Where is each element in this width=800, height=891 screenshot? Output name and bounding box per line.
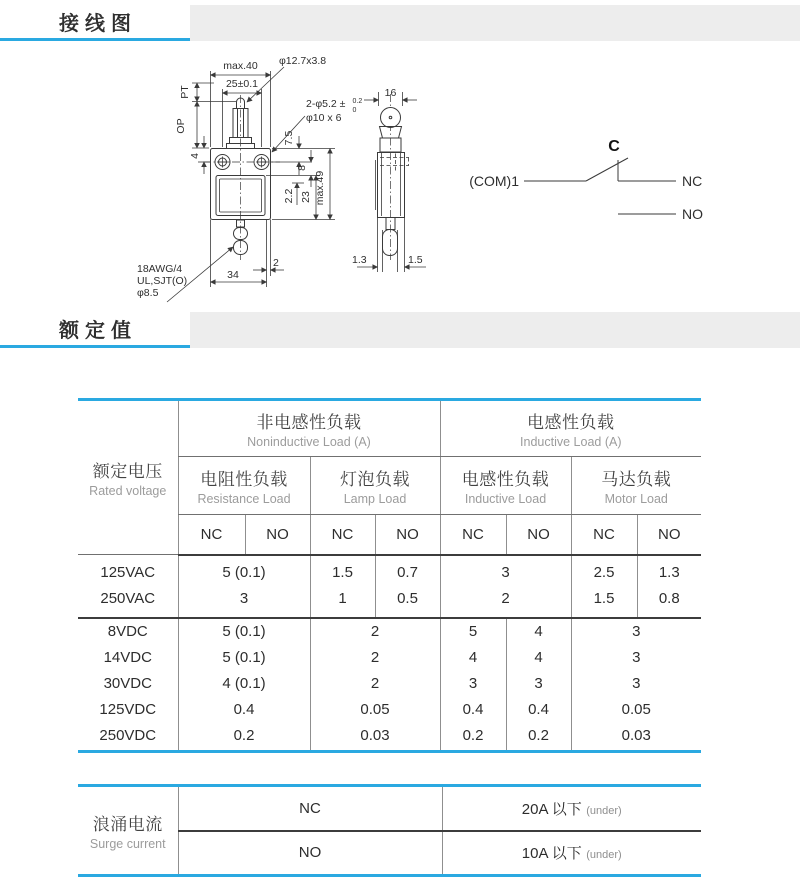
- lamp-en: Lamp Load: [343, 492, 407, 506]
- rating-value: 5 (0.1): [222, 564, 266, 581]
- dim-34: 34: [227, 269, 239, 281]
- surge-no-label: NO: [178, 831, 442, 876]
- resistance-load-header: [178, 457, 310, 515]
- ratings-table: [78, 398, 701, 753]
- dim-25: 25±0.1: [225, 78, 259, 90]
- rating-value: 5: [468, 623, 478, 641]
- rating-value: 3: [468, 675, 478, 693]
- rating-value: 3: [534, 675, 543, 693]
- rating-value: 5 (0.1): [222, 623, 266, 641]
- dim-8: 8: [296, 165, 308, 171]
- voltage-label: 14VDC: [103, 649, 152, 667]
- dim-75: 7.5: [283, 130, 295, 146]
- dim-dia127: φ12.7x3.8: [279, 55, 327, 67]
- motor-load-header: [571, 457, 701, 515]
- front-view: [137, 55, 362, 302]
- vac-motor-no-values: [637, 555, 701, 618]
- wiring-section-tab: [0, 5, 190, 41]
- dim-max49: max.49: [314, 170, 326, 206]
- contact-header: NO: [245, 515, 310, 555]
- dim-13: 1.3: [352, 254, 367, 266]
- cable-spec-line2: UL,SJT(O): [137, 275, 188, 287]
- rating-value: 2: [370, 675, 380, 693]
- surge-current-header: [78, 786, 178, 876]
- lamp-zh: 灯泡负载: [340, 470, 410, 489]
- voltage-label: 125VAC: [100, 563, 156, 581]
- side-view: [352, 87, 426, 272]
- dim-15: 1.5: [408, 254, 423, 266]
- surge-zh: 浪涌电流: [92, 815, 163, 834]
- surge-en: Surge current: [89, 837, 166, 851]
- surge-value-suffix: (under): [586, 849, 622, 862]
- surge-value: 20A 以下: [521, 800, 582, 818]
- dim-op: OP: [175, 118, 187, 134]
- noninductive-group-header: [178, 400, 440, 457]
- rating-value: 1.5: [593, 590, 615, 607]
- vdc-lamp-values: [310, 618, 440, 752]
- resistance-zh: 电阻性负载: [200, 470, 288, 489]
- rating-value: 2: [370, 649, 380, 667]
- dim-4: 4: [189, 153, 201, 159]
- dim-22: 2.2: [283, 188, 295, 204]
- contact-header: NC: [571, 515, 637, 555]
- vac-resistance-values: [178, 555, 310, 618]
- wiring-section-header: [0, 5, 800, 41]
- inductive-zh: 电感性负载: [527, 413, 615, 432]
- dim-holes-sub: 0: [352, 107, 357, 114]
- rating-value: 2: [370, 623, 380, 641]
- dim-23: 23: [300, 191, 312, 203]
- voltage-label: 125VDC: [99, 701, 157, 719]
- ratings-section-header: [0, 312, 800, 348]
- rating-value: 0.4: [528, 701, 549, 719]
- rating-value: 1: [338, 590, 347, 607]
- rating-value: 0.2: [233, 727, 255, 745]
- wiring-diagram: [0, 48, 800, 316]
- rating-value: 1.3: [658, 564, 680, 581]
- contact-header: NO: [506, 515, 571, 555]
- cable-spec-line1: 18AWG/4: [137, 263, 183, 275]
- vdc-inductive-no-values: [506, 618, 571, 752]
- voltage-label: 30VDC: [103, 675, 152, 693]
- voltage-label: 250VDC: [99, 727, 157, 745]
- rating-value: 0.4: [462, 701, 484, 719]
- rating-value: 0.2: [528, 727, 549, 745]
- rating-value: 3: [632, 623, 641, 641]
- rating-value: 0.8: [658, 590, 680, 607]
- rating-value: 0.5: [397, 590, 418, 607]
- circuit-c-label: C: [608, 138, 620, 155]
- rating-value: 2: [501, 590, 510, 607]
- inductive-load-header: [440, 457, 571, 515]
- rating-value: 4: [468, 649, 478, 667]
- contact-header: NC: [310, 515, 375, 555]
- vdc-voltages: [78, 618, 178, 752]
- dim-holes-sup: 0.2: [352, 98, 363, 105]
- resistance-en: Resistance Load: [197, 492, 291, 506]
- dim-pt: PT: [179, 85, 191, 99]
- inductive-en: Inductive Load (A): [520, 435, 622, 449]
- vac-inductive-values: [440, 555, 571, 618]
- dim-holes2: φ10 x 6: [306, 112, 342, 124]
- rating-value: 4: [534, 649, 543, 667]
- voltage-label: 250VAC: [100, 589, 156, 607]
- circuit-no-label: NO: [682, 206, 703, 222]
- rating-value: 4 (0.1): [222, 675, 266, 693]
- wiring-section-title: 接线图: [59, 13, 137, 35]
- rating-value: 1.5: [332, 564, 353, 581]
- surge-no-value: [442, 831, 701, 876]
- rating-value: 4: [534, 623, 543, 641]
- rating-value: 0.4: [233, 701, 255, 719]
- contact-header: NC: [178, 515, 245, 555]
- rated-voltage-en: Rated voltage: [89, 484, 167, 498]
- circuit-nc-label: NC: [682, 173, 703, 189]
- ratings-section-tab: [0, 312, 190, 348]
- vac-lamp-no-values: [375, 555, 440, 618]
- rating-value: 3: [501, 564, 510, 581]
- circuit-com-label: (COM)1: [469, 173, 519, 189]
- surge-value-suffix: (under): [586, 804, 622, 817]
- rating-value: 3: [632, 649, 641, 667]
- rating-value: 3: [632, 675, 641, 693]
- contact-header: NO: [637, 515, 701, 555]
- rating-value: 0.05: [621, 701, 651, 719]
- rated-voltage-header: [78, 400, 178, 555]
- noninductive-zh: 非电感性负载: [256, 413, 362, 432]
- rating-value: 0.2: [462, 727, 484, 745]
- rating-value: 2.5: [593, 564, 615, 581]
- rating-value: 0.05: [360, 701, 390, 719]
- rated-voltage-zh: 额定电压: [92, 462, 163, 481]
- circuit-diagram: [469, 138, 703, 222]
- contact-header: NC: [440, 515, 506, 555]
- vac-lamp-nc-values: [310, 555, 375, 618]
- dim-max40: max.40: [223, 60, 258, 72]
- inductive-load-en: Inductive Load: [464, 492, 547, 506]
- lamp-load-header: [310, 457, 440, 515]
- dim-holes: 2-φ5.2 ±: [306, 98, 346, 110]
- vdc-motor-values: [571, 618, 701, 752]
- vac-motor-nc-values: [571, 555, 637, 618]
- inductive-group-header: [440, 400, 701, 457]
- contact-header: NO: [375, 515, 440, 555]
- ratings-section-title: 额定值: [59, 320, 137, 342]
- rating-value: 0.03: [621, 727, 651, 745]
- motor-en: Motor Load: [604, 492, 668, 506]
- cable-spec-line3: φ8.5: [137, 287, 159, 299]
- inductive-load-zh: 电感性负载: [461, 470, 550, 489]
- vdc-resistance-values: [178, 618, 310, 752]
- dim-2: 2: [273, 257, 279, 269]
- motor-zh: 马达负载: [601, 470, 672, 489]
- rating-value: 0.7: [397, 564, 418, 581]
- surge-current-table: [78, 784, 701, 877]
- vdc-inductive-nc-values: [440, 618, 506, 752]
- surge-nc-value: [442, 786, 701, 831]
- dim-16: 16: [384, 87, 397, 99]
- surge-nc-label: NC: [178, 786, 442, 831]
- noninductive-en: Noninductive Load (A): [247, 435, 371, 449]
- rating-value: 3: [239, 590, 249, 607]
- voltage-label: 8VDC: [107, 623, 148, 641]
- rating-value: 0.03: [360, 727, 390, 745]
- vac-voltages: [78, 555, 178, 618]
- rating-value: 5 (0.1): [222, 649, 266, 667]
- surge-value: 10A 以下: [521, 845, 582, 863]
